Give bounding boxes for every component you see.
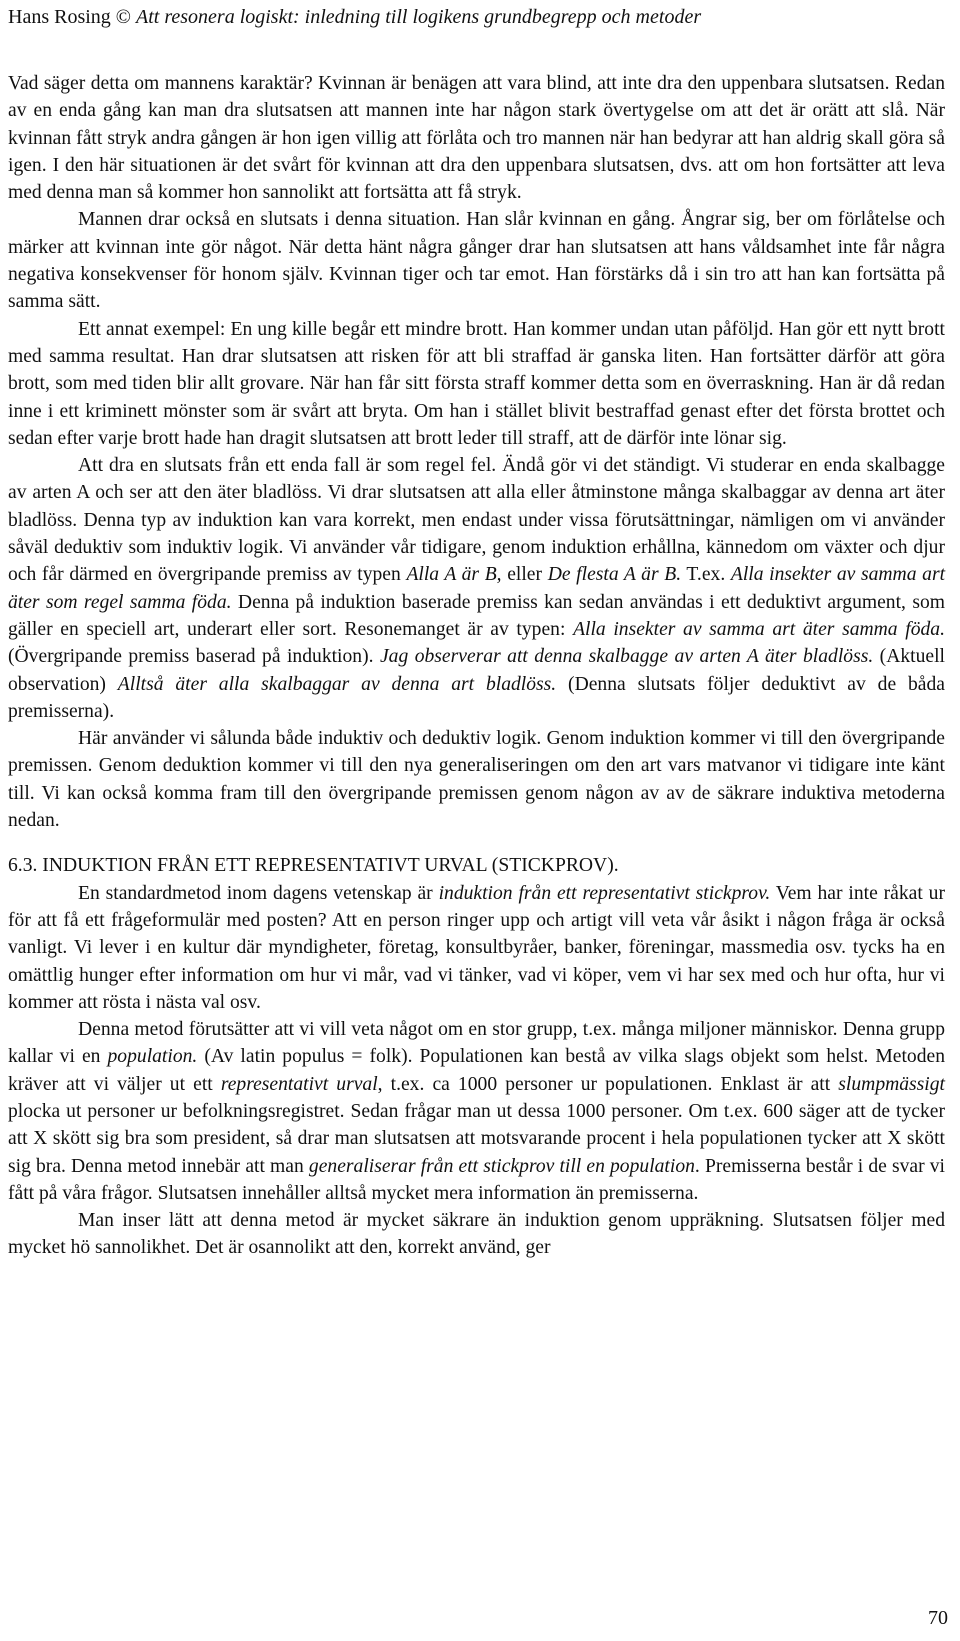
italic-run: Alltså äter alla skalbaggar av denna art bladlöss. bbox=[117, 673, 557, 695]
text-run: En standardmetod inom dagens vetenskap är bbox=[78, 882, 439, 904]
text-run: Denna metod förutsätter att vi vill veta något om en stor grupp, t.ex. många miljoner människor. Denna grupp kallar vi en bbox=[8, 1019, 945, 1068]
running-header bbox=[8, 4, 948, 30]
italic-run: Jag observerar att denna skalbagge av arten A äter bladlöss. bbox=[379, 646, 874, 668]
text-run: eller bbox=[501, 564, 548, 586]
paragraph-1: Vad säger detta om mannens karaktär? Kvinnan är benägen att vara blind, att inte dra den uppenbara slutsatsen. Redan av en enda gång kan man dra slutsatsen att mannen inte har någon stark övertygelse om att det är orätt att slå. När kvinnan fått stryk andra gången är hon igen villig att förlåta och tro mannen när han bedyrar att han aldrig skall göra så igen. I den här situationen är det svårt för kvinnan att dra den uppenbara slutsatsen, dvs. att om hon fortsätter att leva med denna man så kommer hon sannolikt att fortsätta att få stryk. bbox=[8, 73, 945, 204]
header-author: Hans Rosing bbox=[8, 6, 111, 28]
text-run: Vem har inte råkat ur för att få ett frågeformulär med posten? Att en person ringer upp och artigt vill veta vår åsikt i någon fråga är också vanligt. Vi lever i en kultur där myndigheter, företag, konsultbyråer, banker, föreningar, massmedia osv. tycks ha en omättlig hunger efter information om hur vi mår, vad vi tänker, vad vi köper, vem vi har sex med och hur ofta, hur vi kommer att rösta i nästa val osv. bbox=[8, 882, 945, 1013]
text-run: Att dra en slutsats från ett enda fall är som regel fel. Ändå gör vi det ständigt. Vi studerar en enda skalbagge av arten A och ser att den äter bladlöss. Vi drar slutsatsen att alla eller åtminstone många skalbaggar av denna art äter bladlöss. Denna typ av induktion kan vara korrekt, men endast under vissa förutsättningar, nämligen om vi använder såväl deduktiv som induktiv logik. Vi använder vår tidigare, genom induktion erhållna, kännedom om växter och djur och får därmed en övergripande premiss av typen bbox=[8, 455, 945, 586]
paragraph-5: Här använder vi sålunda både induktiv och deduktiv logik. Genom induktion kommer vi till den övergripande premissen. Genom deduktion kommer vi till den nya generaliseringen om den art vars matvanor vi tidigare inte känt till. Vi kan också komma fram till den övergripande premissen genom någon av av de säkrare induktiva metoderna nedan. bbox=[8, 728, 945, 832]
italic-run: Alla insekter av samma art äter som regel samma föda. bbox=[8, 564, 946, 613]
italic-run: population. bbox=[107, 1046, 198, 1068]
text-run: (Övergripande premiss baserad på induktion). bbox=[8, 646, 380, 668]
paragraph-7 bbox=[8, 1016, 945, 1207]
text-run: (Av latin populus = folk). Populationen kan bestå av vilka slags objekt som helst. Metoden kräver att vi väljer ut ett bbox=[8, 1046, 945, 1095]
copyright-icon: © bbox=[115, 6, 131, 28]
section-heading: 6.3. INDUKTION FRÅN ETT REPRESENTATIVT URVAL (STICKPROV). bbox=[8, 855, 619, 877]
body-text bbox=[8, 70, 945, 1262]
paragraph-6 bbox=[8, 880, 945, 1016]
header-book-title: Att resonera logiskt: inledning till logikens grundbegrepp och metoder bbox=[136, 6, 702, 28]
italic-run: Alla insekter av samma art äter samma föda. bbox=[573, 618, 945, 640]
paragraph-4 bbox=[8, 452, 945, 725]
paragraph-3: Ett annat exempel: En ung kille begår ett mindre brott. Han kommer undan utan påföljd. Han gör ett nytt brott med samma resultat. Han drar slutsatsen att risken för att bli straffad är ganska liten. Han fortsätter därför att göra brott, som med tiden blir allt grovare. När han får sitt första straff kommer detta som en överraskning. Han är då redan inne i ett kriminett mönster som är svårt att bryta. Om han i stället blivit bestraffad genast efter det första brottet och sedan efter varje brott hade han dragit slutsatsen att brott leder till straff, att de därför inte lönar sig. bbox=[8, 318, 945, 449]
italic-run: induktion från ett representativt stickprov. bbox=[438, 882, 771, 904]
italic-run: slumpmässigt bbox=[838, 1073, 945, 1095]
text-run: (Denna slutsats följer deduktivt av de båda premisserna). bbox=[8, 673, 945, 722]
paragraph-8: Man inser lätt att denna metod är mycket säkrare än induktion genom uppräkning. Slutsatsen följer med mycket hö sannolikhet. Det är osannolikt att den, korrekt använd, ger bbox=[8, 1210, 945, 1259]
page-number: 70 bbox=[928, 1607, 948, 1629]
italic-run: De flesta A är B. bbox=[547, 564, 682, 586]
italic-run: generaliserar från ett stickprov till en population bbox=[308, 1155, 695, 1177]
text-run: Denna på induktion baserade premiss kan sedan användas i ett deduktivt argument, som gäller en speciell art, underart eller sort. Resonemanget är av typen: bbox=[8, 591, 946, 640]
text-run: . Premisserna består i de svar vi fått på våra frågor. Slutsatsen innehåller alltså mycket mera information än premisserna. bbox=[8, 1155, 946, 1204]
text-run: T.ex. bbox=[681, 564, 731, 586]
text-run: (Aktuell observation) bbox=[8, 646, 945, 695]
paragraph-2: Mannen drar också en slutsats i denna situation. Han slår kvinnan en gång. Ångrar sig, ber om förlåtelse och märker att kvinnan inte gör något. När detta hänt några gånger drar han slutsatsen att hans våldsamhet inte får några negativa konsekvenser för honom själv. Kvinnan tiger och tar emot. Han förstärks då i sin tro att han kan fortsätta på samma sätt. bbox=[8, 209, 945, 313]
text-run: , t.ex. ca 1000 personer ur populationen. Enklast är att bbox=[377, 1073, 839, 1095]
italic-run: representativt urval bbox=[220, 1073, 378, 1095]
italic-run: Alla A är B, bbox=[406, 564, 502, 586]
text-run: plocka ut personer ur befolkningsregistret. Sedan frågar man ut dessa 1000 personer. Om t.ex. 600 säger att de tycker att X skött sig bra som president, så drar man slutsatsen att motsvarande procent i hela populationen tycker att X skött sig bra. Denna metod innebär att man bbox=[8, 1100, 945, 1177]
